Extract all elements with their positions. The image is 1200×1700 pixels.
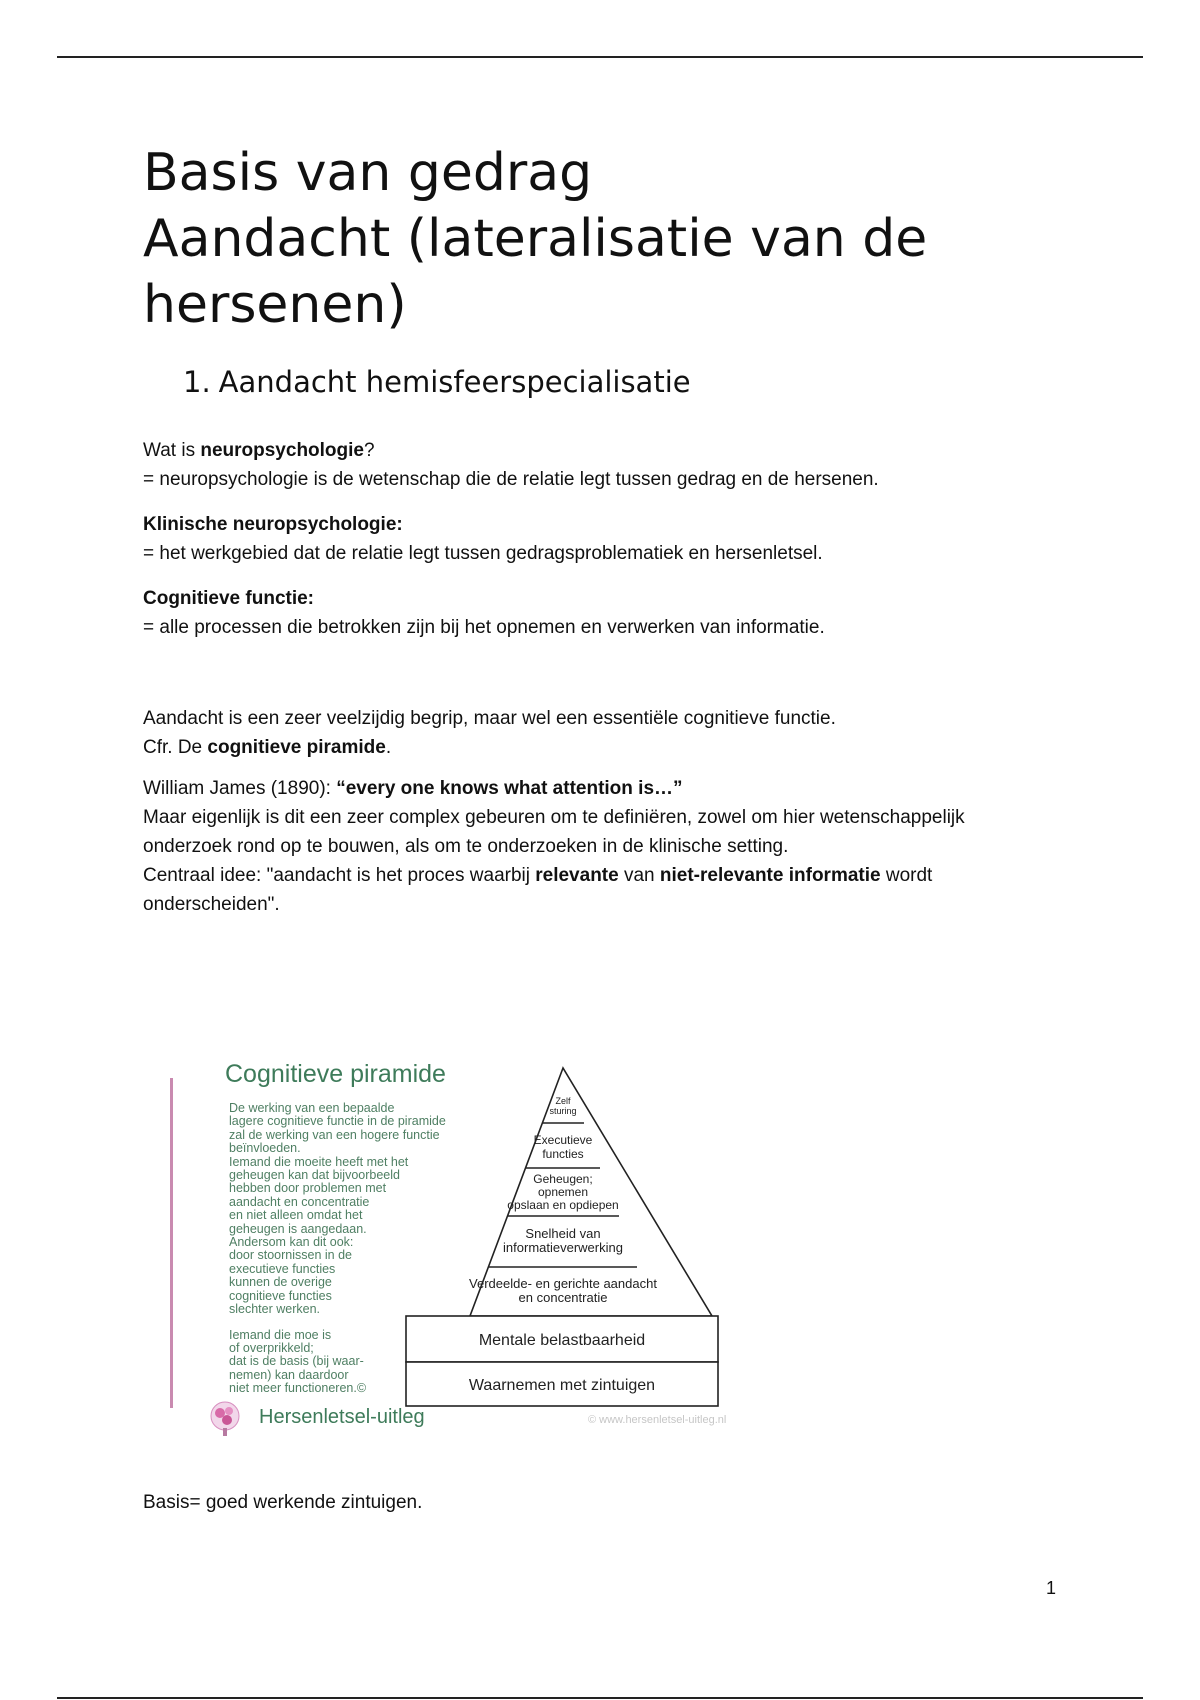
definition-question: Wat is neuropsychologie? <box>143 440 375 461</box>
definition-text: = het werkgebied dat de relatie legt tussen gedragsproblematiek en hersenletsel. <box>143 543 823 564</box>
level-label: opslaan en opdiepen <box>507 1198 619 1212</box>
level-label: Mentale belastbaarheid <box>478 1332 646 1349</box>
section-title: Aandacht hemisfeerspecialisatie <box>218 365 691 399</box>
level-label: sturing <box>549 1106 577 1116</box>
title-line: Basis van gedrag <box>143 143 593 203</box>
page-number: 1 <box>1046 1578 1057 1598</box>
section-heading <box>183 362 1063 402</box>
level-label: opnemen <box>537 1185 589 1199</box>
document-body <box>143 140 1063 919</box>
level-label: Geheugen; <box>533 1172 593 1186</box>
brain-logo-icon <box>205 1398 245 1438</box>
definition-text: = neuropsychologie is de wetenschap die de relatie legt tussen gedrag en de hersenen. <box>143 469 879 490</box>
section-number: 1. <box>183 365 211 399</box>
definition-text: = alle processen die betrokken zijn bij het opnemen en verwerken van informatie. <box>143 617 825 638</box>
level-label: Executieve <box>533 1133 593 1147</box>
header-rule <box>57 56 1143 58</box>
figure-title: Cognitieve piramide <box>225 1060 446 1088</box>
level-label: functies <box>542 1147 584 1161</box>
complex-text: onderzoek rond op te bouwen, als om te onderzoeken in de klinische setting. <box>143 836 789 857</box>
level-label: Snelheid van <box>525 1226 601 1241</box>
central-idea-cont: onderscheiden". <box>143 894 280 915</box>
title-line: Aandacht (lateralisatie van de <box>143 209 928 269</box>
page-title <box>143 140 1063 338</box>
level-label: Zelf <box>555 1096 571 1106</box>
definition-term: Klinische neuropsychologie: <box>143 514 403 535</box>
aandacht-paragraph <box>143 704 1063 762</box>
james-quote: William James (1890): “every one knows what attention is…” <box>143 778 683 799</box>
james-paragraph <box>143 774 1063 919</box>
complex-text: Maar eigenlijk is dit een zeer complex gebeuren om te definiëren, zowel om hier wetenschappelijk <box>143 807 965 828</box>
figure-url: © www.hersenletsel-uitleg.nl <box>588 1414 727 1426</box>
cognitive-pyramid-figure <box>143 940 913 1460</box>
cfr-text: Cfr. De cognitieve piramide. <box>143 737 392 758</box>
level-label: informatieverwerking <box>503 1240 623 1255</box>
level-label: Verdeelde- en gerichte aandacht <box>469 1276 657 1291</box>
title-line: hersenen) <box>143 275 407 335</box>
figure-description: De werking van een bepaalde lagere cognitieve functie in de piramide zal de werking van een hogere functie beïnvloeden. Iemand die moeite heeft met het geheugen kan dat bijvoorbeeld hebben door problemen met aandacht en concentratie en niet alleen omdat het geheugen is aangedaan. Andersom kan dit ook: door stoornissen in de executieve functies kunnen de overige cognitieve functies slechter werken. Iemand die moe is of overprikkeld; dat is de basis (bij waar- nemen) kan daardoor niet meer functioneren.© <box>229 1101 446 1396</box>
definition-klinische <box>143 510 1063 568</box>
footer-rule <box>57 1697 1143 1699</box>
figure-logo-text: Hersenletsel-uitleg <box>259 1406 425 1428</box>
level-label: en concentratie <box>518 1290 608 1305</box>
pyramid-diagram <box>143 940 913 1460</box>
definition-term: Cognitieve functie: <box>143 588 315 609</box>
level-label: Waarnemen met zintuigen <box>468 1377 656 1394</box>
aandacht-text: Aandacht is een zeer veelzijdig begrip, maar wel een essentiële cognitieve functie. <box>143 708 836 729</box>
definition-neuropsychologie <box>143 436 1063 494</box>
definition-cognitieve-functie <box>143 584 1063 642</box>
central-idea: Centraal idee: "aandacht is het proces waarbij relevante van niet-relevante informatie wordt <box>143 865 933 886</box>
basis-text: Basis= goed werkende zintuigen. <box>143 1492 423 1513</box>
